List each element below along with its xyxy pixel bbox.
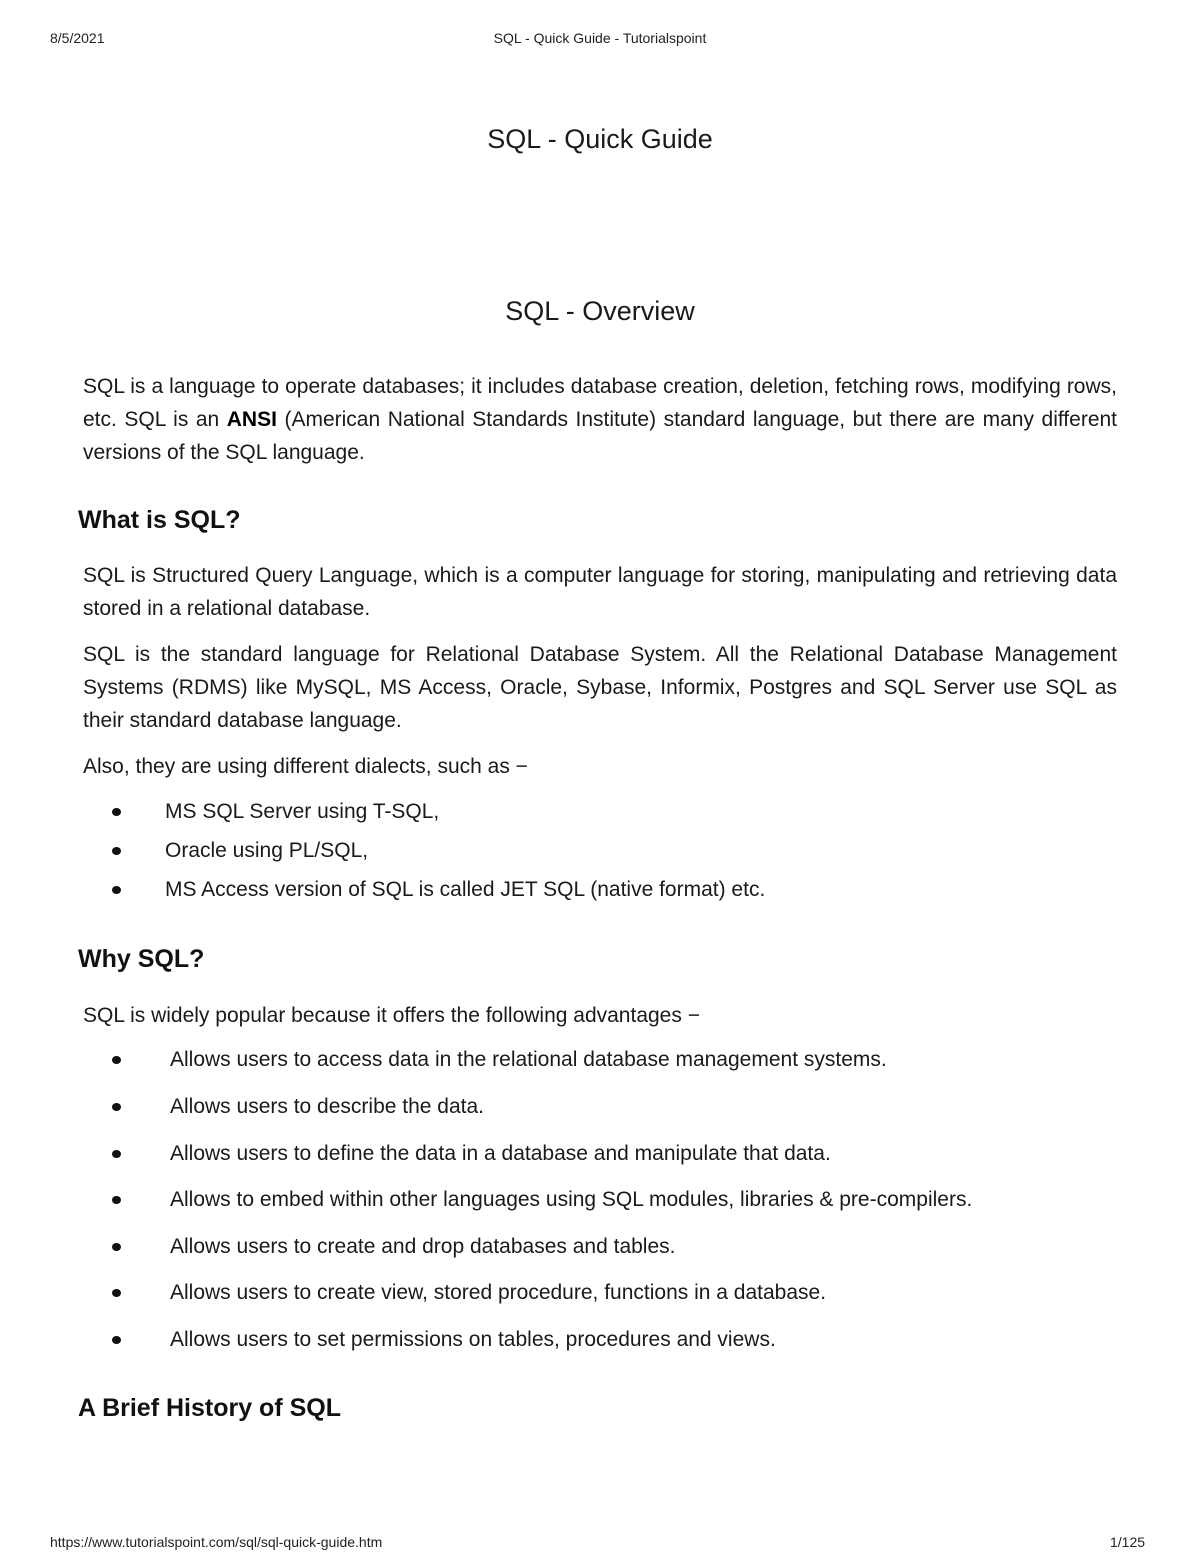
dialect-text: Oracle using PL/SQL, xyxy=(165,839,369,862)
ansi-bold-term: ANSI xyxy=(226,408,277,431)
bullet-icon xyxy=(112,1150,121,1158)
overview-text-part2: (American National Standards Institute) standard language, but there are many different versions of the SQL language. xyxy=(83,408,1118,464)
bullet-icon xyxy=(112,808,121,816)
overview-paragraph xyxy=(83,370,1117,469)
bullet-icon xyxy=(112,1243,121,1251)
what-is-sql-paragraph-3: Also, they are using different dialects, such as − xyxy=(83,755,528,778)
bullet-icon xyxy=(112,1289,121,1297)
advantage-text: Allows users to access data in the relational database management systems. xyxy=(170,1048,887,1071)
bullet-icon xyxy=(112,1336,121,1344)
advantage-text: Allows users to create and drop databases and tables. xyxy=(170,1235,676,1258)
print-url: https://www.tutorialspoint.com/sql/sql-quick-guide.htm xyxy=(50,1534,383,1550)
what-is-sql-paragraph-1: SQL is Structured Query Language, which is a computer language for storing, manipulating and retrieving data stored in a relational database. xyxy=(83,564,1117,620)
advantage-text: Allows users to create view, stored procedure, functions in a database. xyxy=(170,1281,827,1304)
bullet-icon xyxy=(112,886,121,894)
section-title-overview: SQL - Overview xyxy=(505,296,695,326)
why-sql-intro: SQL is widely popular because it offers the following advantages − xyxy=(83,1004,700,1027)
print-page-title: SQL - Quick Guide - Tutorialspoint xyxy=(493,30,707,46)
overview-text-part1: SQL is a language to operate databases; it includes database creation, deletion, fetching rows, modifying rows, etc. SQL is an xyxy=(83,375,1117,431)
bullet-icon xyxy=(112,847,121,855)
heading-history-of-sql: A Brief History of SQL xyxy=(78,1394,341,1422)
print-date: 8/5/2021 xyxy=(50,30,105,46)
heading-what-is-sql: What is SQL? xyxy=(78,506,241,534)
dialect-text: MS Access version of SQL is called JET SQL (native format) etc. xyxy=(165,878,766,901)
advantage-text: Allows users to set permissions on tables, procedures and views. xyxy=(170,1328,776,1351)
advantage-text: Allows to embed within other languages using SQL modules, libraries & pre-compilers. xyxy=(170,1188,973,1211)
heading-why-sql: Why SQL? xyxy=(78,945,205,973)
dialect-text: MS SQL Server using T-SQL, xyxy=(165,800,440,823)
bullet-icon xyxy=(112,1056,121,1064)
bullet-icon xyxy=(112,1103,121,1111)
advantage-text: Allows users to describe the data. xyxy=(170,1095,484,1118)
bullet-icon xyxy=(112,1196,121,1204)
document-title: SQL - Quick Guide xyxy=(487,124,713,154)
what-is-sql-paragraph-2: SQL is the standard language for Relational Database System. All the Relational Database Management Systems (RDMS) like MySQL, MS Access, Oracle, Sybase, Informix, Postgres and SQL Server use SQL as their standard database language. xyxy=(83,643,1117,732)
advantage-text: Allows users to define the data in a database and manipulate that data. xyxy=(170,1142,831,1165)
print-page-number: 1/125 xyxy=(1110,1534,1146,1550)
